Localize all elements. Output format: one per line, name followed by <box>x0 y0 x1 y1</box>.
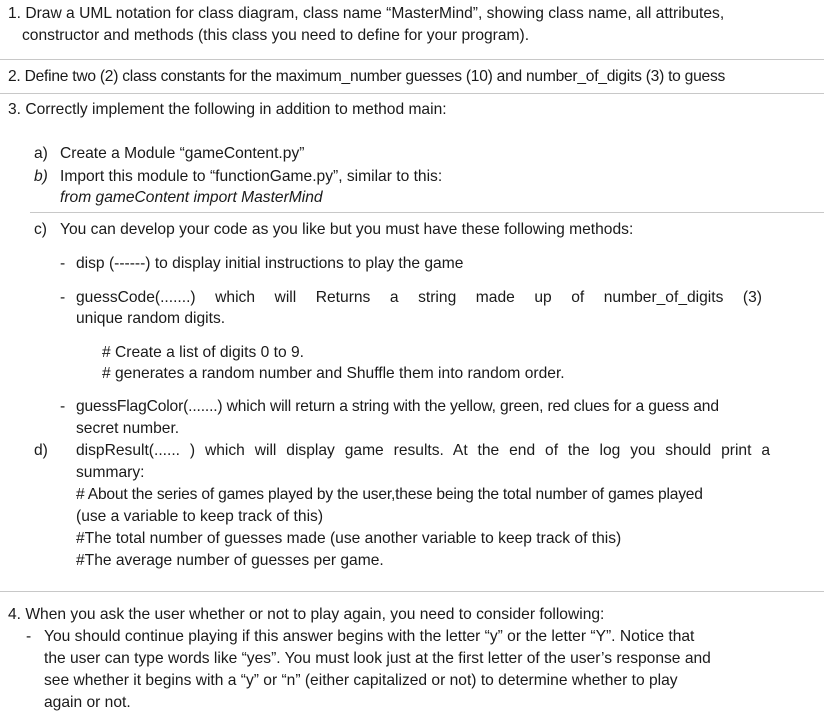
question-4-line-2: You should continue playing if this answer begins with the letter “y” or the letter “Y”. Notice that <box>44 628 695 645</box>
item-d-line-1: dispResult(...... ) which will display game results. At the end of the log you should print a <box>76 442 770 459</box>
item-d-marker: d) <box>34 442 48 459</box>
method-guessflagcolor-line-2: secret number. <box>76 420 180 437</box>
code-comment-1: # Create a list of digits 0 to 9. <box>102 344 304 361</box>
divider <box>0 93 824 94</box>
method-disp-bullet: - <box>60 255 66 272</box>
item-b-marker: b) <box>34 168 48 185</box>
item-a-text: Create a Module “gameContent.py” <box>60 145 305 162</box>
question-4-line-3: the user can type words like “yes”. You must look just at the first letter of the user’s response and <box>44 650 711 667</box>
question-1-line-1: 1. Draw a UML notation for class diagram, class name “MasterMind”, showing class name, all attributes, <box>8 5 725 22</box>
item-c-text: You can develop your code as you like but you must have these following methods: <box>60 221 634 238</box>
divider <box>30 212 824 213</box>
method-disp-text: disp (------) to display initial instructions to play the game <box>76 255 464 272</box>
item-d-line-5: #The total number of guesses made (use another variable to keep track of this) <box>76 530 622 547</box>
item-c-marker: c) <box>34 221 47 238</box>
method-guesscode-line-2: unique random digits. <box>76 310 226 327</box>
method-guessflagcolor-line-1: guessFlagColor(.......) which will return a string with the yellow, green, red clues for a guess and <box>76 398 719 415</box>
item-d-line-3: # About the series of games played by the user,these being the total number of games played <box>76 486 703 503</box>
question-4-line-4: see whether it begins with a “y” or “n” (either capitalized or not) to determine whether to play <box>44 672 678 689</box>
item-d-line-4: (use a variable to keep track of this) <box>76 508 324 525</box>
item-d-line-6: #The average number of guesses per game. <box>76 552 384 569</box>
code-comment-2: # generates a random number and Shuffle them into random order. <box>102 365 565 382</box>
item-b-text: Import this module to “functionGame.py”, similar to this: <box>60 168 443 185</box>
divider <box>0 59 824 60</box>
item-d-line-2: summary: <box>76 464 145 481</box>
question-3-line-1: 3. Correctly implement the following in addition to method main: <box>8 101 447 118</box>
question-1-line-2: constructor and methods (this class you need to define for your program). <box>22 27 530 44</box>
question-4-line-1: 4. When you ask the user whether or not to play again, you need to consider following: <box>8 606 605 623</box>
divider <box>0 591 824 592</box>
question-4-line-5: again or not. <box>44 694 131 711</box>
method-guesscode-bullet: - <box>60 289 66 306</box>
method-guessflagcolor-bullet: - <box>60 398 66 415</box>
question-4-bullet: - <box>26 628 32 645</box>
item-a-marker: a) <box>34 145 48 162</box>
method-guesscode-line-1: guessCode(.......) which will Returns a string made up of number_of_digits (3) <box>76 289 762 306</box>
question-2-line-1: 2. Define two (2) class constants for the maximum_number guesses (10) and number_of_digits (3) to guess <box>8 68 726 85</box>
item-b-code: from gameContent import MasterMind <box>60 189 323 206</box>
